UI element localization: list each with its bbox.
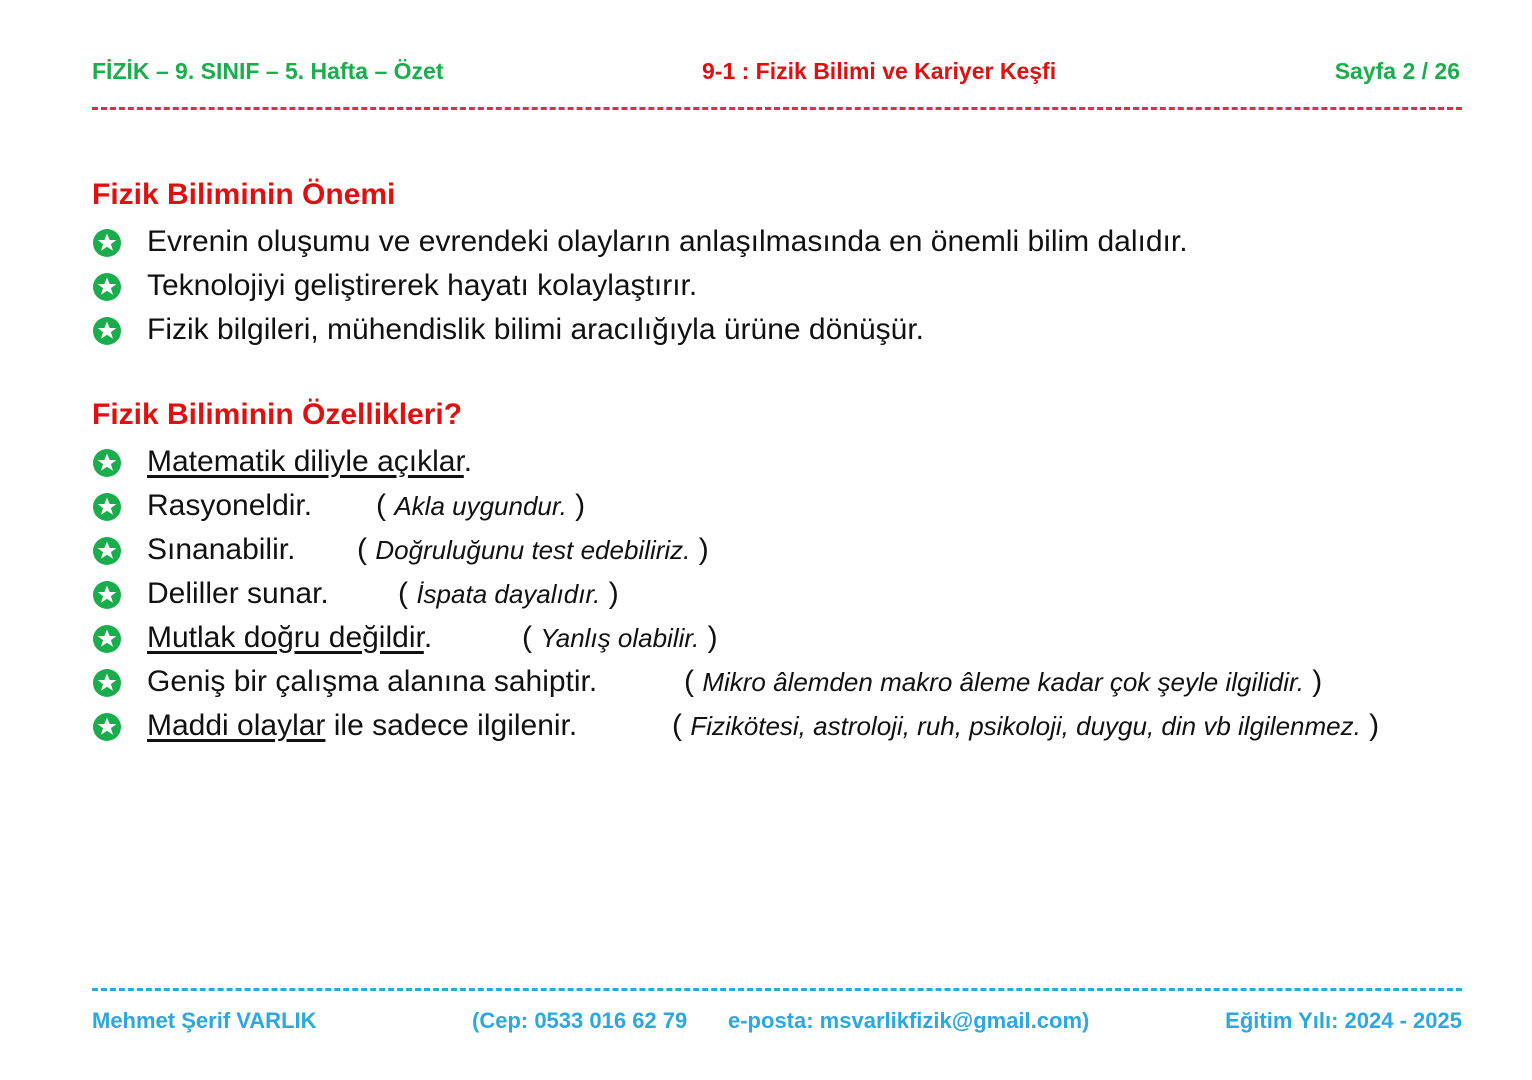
header-topic: 9-1 : Fizik Bilimi ve Kariyer Keşfi	[702, 58, 1057, 84]
item-note: Fizikötesi, astroloji, ruh, psikoloji, duygu, din vb ilgilenmez.	[690, 711, 1361, 741]
item-text: ile sadece ilgilenir.	[325, 709, 578, 742]
item-note: Mikro âlemden makro âleme kadar çok şeyle ilgilidir.	[702, 667, 1304, 697]
item-note: Akla uygundur.	[394, 491, 567, 521]
star-circle-icon	[92, 272, 122, 302]
footer-email: e-posta: msvarlikfizik@gmail.com)	[728, 1008, 1090, 1033]
item-text: Geniş bir çalışma alanına sahiptir.	[147, 665, 598, 698]
section-title-ozellikleri: Fizik Biliminin Özellikleri?	[92, 398, 463, 431]
underlined-phrase: Maddi olaylar	[147, 709, 326, 742]
star-circle-icon	[92, 316, 122, 346]
underlined-phrase: Mutlak doğru değildir	[147, 621, 424, 654]
list-item-text: Fizik bilgileri, mühendislik bilimi aracılığıyla ürüne dönüşür.	[147, 313, 924, 346]
star-circle-icon	[92, 448, 122, 478]
page-footer	[92, 1008, 1462, 1038]
footer-phone: (Cep: 0533 016 62 79	[472, 1008, 688, 1033]
list-item-text: Evrenin oluşumu ve evrendeki olayların anlaşılmasında en önemli bilim dalıdır.	[147, 225, 1188, 258]
footer-year: Eğitim Yılı: 2024 - 2025	[1225, 1008, 1462, 1033]
item-text: .	[463, 445, 473, 478]
star-circle-icon	[92, 228, 122, 258]
list-item-text: Teknolojiyi geliştirerek hayatı kolaylaştırır.	[147, 269, 698, 302]
star-circle-icon	[92, 668, 122, 698]
star-circle-icon	[92, 580, 122, 610]
header-divider	[92, 107, 1462, 110]
item-note: Yanlış olabilir.	[540, 623, 700, 653]
header-page-number: Sayfa 2 / 26	[1334, 58, 1460, 84]
star-circle-icon	[92, 624, 122, 654]
footer-divider	[92, 988, 1462, 991]
item-text: Deliller sunar.	[147, 577, 329, 610]
section-title-onemi: Fizik Biliminin Önemi	[92, 178, 396, 211]
footer-author: Mehmet Şerif VARLIK	[92, 1008, 317, 1033]
star-circle-icon	[92, 492, 122, 522]
item-text: Rasyoneldir.	[147, 489, 313, 522]
star-circle-icon	[92, 536, 122, 566]
header-course: FİZİK – 9. SINIF – 5. Hafta – Özet	[92, 58, 444, 84]
star-circle-icon	[92, 712, 122, 742]
item-note: Doğruluğunu test edebiliriz.	[375, 535, 691, 565]
item-text: .	[423, 621, 433, 654]
underlined-phrase: Matematik diliyle açıklar	[147, 445, 464, 478]
page-header	[92, 58, 1460, 88]
item-text: Sınanabilir.	[147, 533, 296, 566]
item-note: İspata dayalıdır.	[416, 579, 601, 609]
